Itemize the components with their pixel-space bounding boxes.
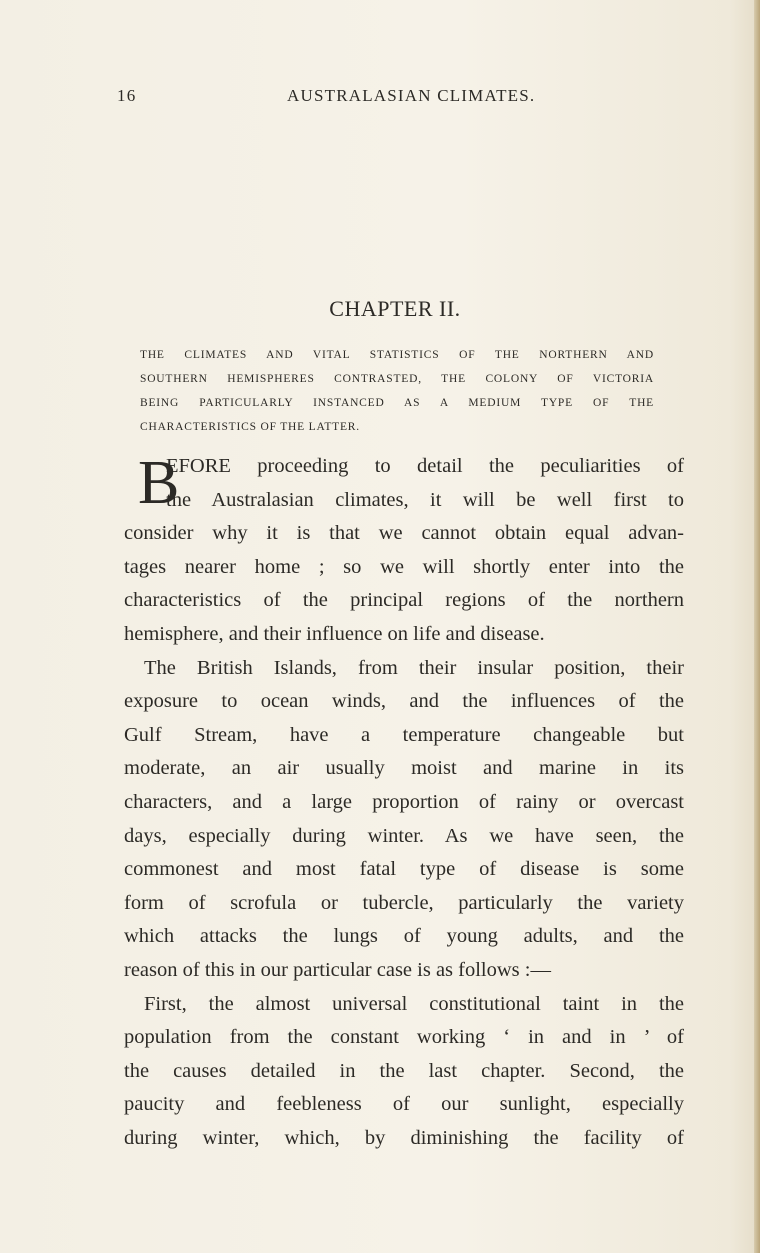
text-line: the causes detailed in the last chapter. Second, the [124, 1059, 684, 1082]
page-number: 16 [117, 86, 137, 105]
text-line: days, especially during winter. As we have seen, the [124, 824, 684, 847]
text-line: population from the constant working ‘ in and in ’ of [124, 1026, 684, 1049]
text-line: reason of this in our particular case is as follows :— [124, 958, 551, 981]
text-line: EFORE proceeding to detail the peculiarities of [166, 455, 684, 477]
summary-line: SOUTHERN HEMISPHERES CONTRASTED, THE COLONY OF VICTORIA [140, 373, 654, 385]
text-line: Gulf Stream, have a temperature changeable but [124, 723, 684, 746]
running-title: AUSTRALASIAN CLIMATES. [287, 86, 536, 105]
text-line: hemisphere, and their influence on life and disease. [124, 622, 545, 645]
text-line: the Australasian climates, it will be well first to [166, 488, 684, 511]
body-text [124, 450, 684, 1155]
running-head [117, 86, 673, 110]
text-line: moderate, an air usually moist and marine in its [124, 757, 684, 780]
text-line: The British Islands, from their insular position, their [144, 656, 684, 679]
text-line: tages nearer home ; so we will shortly enter into the [124, 555, 684, 578]
summary-line: THE CLIMATES AND VITAL STATISTICS OF THE NORTHERN AND [140, 349, 654, 361]
text-line: commonest and most fatal type of disease is some [124, 858, 684, 881]
text-line: during winter, which, by diminishing the facility of [124, 1126, 684, 1149]
page-edge [754, 0, 760, 1253]
text-line: characters, and a large proportion of rainy or overcast [124, 790, 684, 813]
text-line: consider why it is that we cannot obtain equal advan- [124, 522, 684, 545]
text-line: First, the almost universal constitutional taint in the [144, 992, 684, 1015]
text-line: form of scrofula or tubercle, particularly the variety [124, 891, 684, 914]
text-line: paucity and feebleness of our sunlight, especially [124, 1093, 684, 1116]
chapter-title: CHAPTER II. [329, 296, 461, 321]
text-line: exposure to ocean winds, and the influences of the [124, 690, 684, 713]
summary-line: BEING PARTICULARLY INSTANCED AS A MEDIUM TYPE OF THE [140, 397, 654, 409]
drop-cap: B [138, 449, 180, 517]
chapter-summary [140, 343, 654, 439]
text-line: characteristics of the principal regions of the northern [124, 589, 684, 612]
summary-line: CHARACTERISTICS OF THE LATTER. [140, 421, 360, 433]
text-line: which attacks the lungs of young adults, and the [124, 925, 684, 948]
